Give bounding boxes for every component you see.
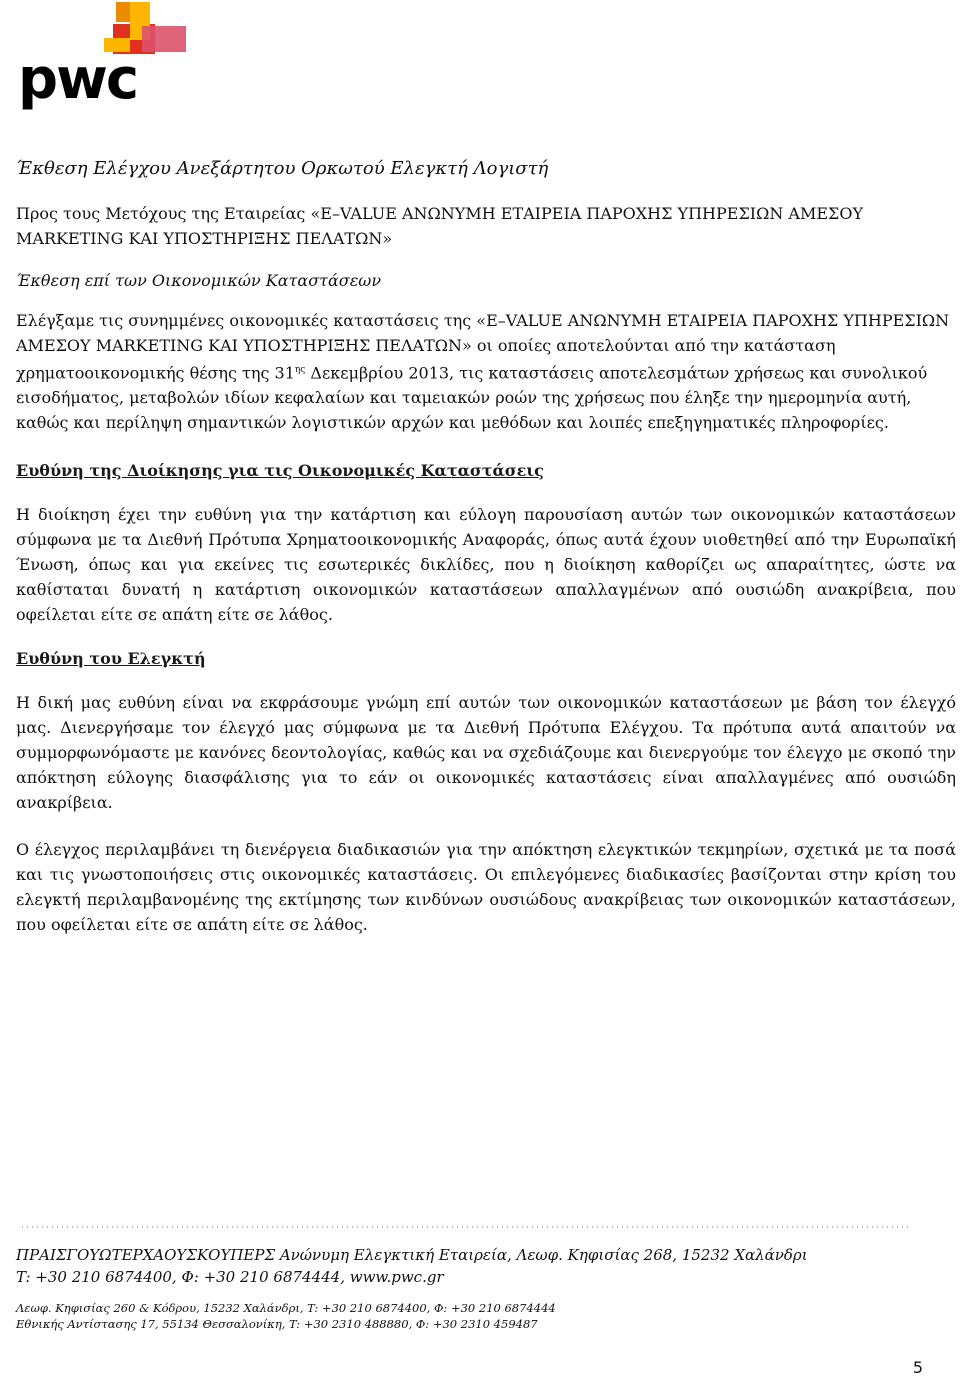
management-paragraph: Η διοίκηση έχει την ευθύνη για την κατάρτιση και εύλογη παρουσίαση αυτών των οικονομικών καταστάσεων σύμφωνα με τα Διεθνή Πρότυπα Χρηματοοικονομικής Αναφοράς, όπως αυτά έχουν υιοθετηθεί από την Ευρωπαϊκή Ένωση, όπως και για εκείνες τις εσωτερικές δικλίδες, που η διοίκηση καθορίζει ως απαραίτητες, ώστε να καθίσταται δυνατή η κατάρτιση οικονομικών καταστάσεων απαλλαγμένων από ουσιώδη ανακρίβεια, που οφείλεται είτε σε απάτη είτε σε λάθος.: [16, 505, 956, 625]
addressee: Προς τους Μετόχους της Εταιρείας «E–VALUE ΑΝΩΝΥΜΗ ΕΤΑΙΡΕΙΑ ΠΑΡΟΧΗΣ ΥΠΗΡΕΣΙΩΝ ΑΜΕΣΟΥ MARKETING ΚΑΙ ΥΠΟΣΤΗΡΙΞΗΣ ΠΕΛΑΤΩΝ»: [16, 204, 864, 248]
document-body: [16, 158, 956, 959]
page-number: 5: [912, 1358, 923, 1377]
footer-company-line: ΠΡΑΙΣΓΟΥΩΤΕΡΧΑΟΥΣΚΟΥΠΕΡΣ Ανώνυμη Ελεγκτική Εταιρεία, Λεωφ. Κηφισίας 268, 15232 Χαλάνδρι: [16, 1246, 808, 1264]
intro-text-after: Δεκεμβρίου 2013, τις καταστάσεις αποτελεσμάτων χρήσεως και συνολικού εισοδήματος, μεταβολών ιδίων κεφαλαίων και ταμειακών ροών της χρήσεως που έληξε την ημερομηνία αυτή, καθώς και περίληψη σημαντικών λογιστικών αρχών και μεθόδων και λοιπές επεξηγηματικές πληροφορίες.: [16, 363, 928, 433]
document-title: Έκθεση Ελέγχου Ανεξάρτητου Ορκωτού Ελεγκτή Λογιστή: [16, 158, 549, 179]
logo-square-pink: [142, 26, 186, 52]
footer-contact-line: T: +30 210 6874400, Φ: +30 210 6874444, www.pwc.gr: [16, 1268, 444, 1286]
intro-superscript: ης: [294, 365, 306, 375]
footer: [16, 1244, 946, 1332]
auditor-heading: Ευθύνη του Ελεγκτή: [16, 649, 206, 669]
report-heading: Έκθεση επί των Οικονομικών Καταστάσεων: [16, 271, 382, 290]
footer-office-athens: Λεωφ. Κηφισίας 260 & Κόδρου, 15232 Χαλάνδρι, T: +30 210 6874400, Φ: +30 210 6874444: [16, 1301, 556, 1315]
intro-paragraph: [16, 308, 956, 435]
logo-square-orange: [116, 2, 130, 22]
management-heading: Ευθύνη της Διοίκησης για τις Οικονομικές Καταστάσεις: [16, 461, 544, 481]
footer-office-thessaloniki: Εθνικής Αντίστασης 17, 55134 Θεσσαλονίκη, T: +30 2310 488880, Φ: +30 2310 459487: [16, 1317, 538, 1331]
logo-wordmark: pwc: [18, 47, 138, 112]
auditor-paragraph-1: Η δική μας ευθύνη είναι να εκφράσουμε γνώμη επί αυτών των οικονομικών καταστάσεων με βάση τον έλεγχό μας. Διενεργήσαμε τον έλεγχό μας σύμφωνα με τα Διεθνή Πρότυπα Ελέγχου. Τα πρότυπα αυτά απαιτούν να συμμορφωνόμαστε με κανόνες δεοντολογίας, καθώς και να σχεδιάζουμε και διενεργούμε τον έλεγχο με σκοπό την απόκτηση εύλογης διασφάλισης για το εάν οι οικονομικές καταστάσεις είναι απαλλαγμένες από ουσιώδη ανακρίβεια.: [16, 693, 956, 813]
intro-text-before: Ελέγξαμε τις συνημμένες οικονομικές καταστάσεις της «E–VALUE ΑΝΩΝΥΜΗ ΕΤΑΙΡΕΙΑ ΠΑΡΟΧΗΣ ΥΠΗΡΕΣΙΩΝ ΑΜΕΣΟΥ MARKETING ΚΑΙ ΥΠΟΣΤΗΡΙΞΗΣ ΠΕΛΑΤΩΝ» οι οποίες αποτελούνται από την κατάσταση χρηματοοικονομικής θέσης της 31: [16, 311, 950, 383]
footer-dotted-rule: [22, 1222, 912, 1232]
pwc-logo: [18, 2, 168, 117]
auditor-paragraph-2: Ο έλεγχος περιλαμβάνει τη διενέργεια διαδικασιών για την απόκτηση ελεγκτικών τεκμηρίων, σχετικά με τα ποσά και τις γνωστοποιήσεις στις οικονομικές καταστάσεις. Οι επιλεγόμενες διαδικασίες βασίζονται στην κρίση του ελεγκτή περιλαμβανομένης της εκτίμησης των κινδύνων ουσιώδους ανακρίβειας των οικονομικών καταστάσεων, που οφείλεται είτε σε απάτη είτε σε λάθος.: [16, 840, 956, 935]
